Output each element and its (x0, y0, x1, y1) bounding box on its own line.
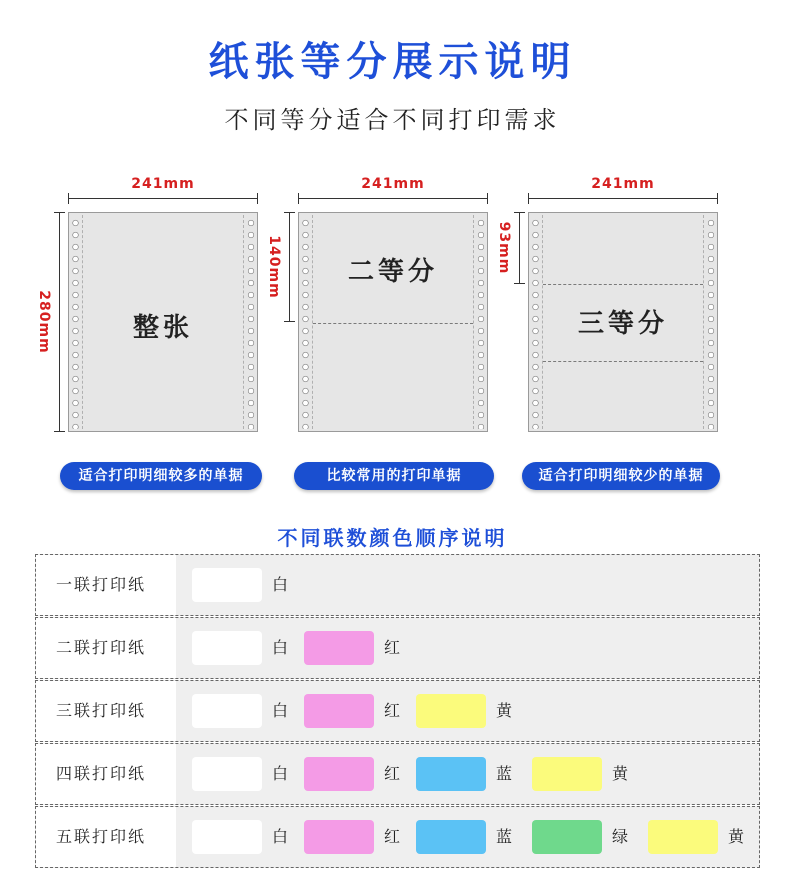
color-row (35, 617, 760, 679)
color-swatch (304, 694, 374, 728)
color-section-title: 不同联数颜色顺序说明 (277, 526, 508, 550)
color-label: 绿 (612, 827, 629, 846)
color-label: 白 (272, 827, 289, 846)
paper-half-width-dimension (298, 176, 488, 206)
paper-third-width-dimension (528, 176, 718, 206)
color-label: 红 (384, 701, 401, 720)
paper-third-sheet (528, 212, 718, 432)
color-row (35, 806, 760, 868)
tear-line (313, 323, 473, 324)
color-swatch (304, 757, 374, 791)
color-label: 黄 (496, 701, 513, 720)
paper-half-sheet (298, 212, 488, 432)
color-swatch (192, 568, 262, 602)
paper-full-sheet (68, 212, 258, 432)
color-label: 红 (384, 638, 401, 657)
width-label: 241mm (131, 176, 195, 192)
tear-line (543, 284, 703, 285)
color-swatch (532, 820, 602, 854)
page-title: 纸张等分展示说明 (208, 39, 577, 85)
paper-third-height-dimension (498, 212, 522, 284)
dimension-line (528, 198, 718, 199)
color-swatch (416, 694, 486, 728)
perforation-strip (473, 215, 487, 429)
width-label: 241mm (361, 176, 425, 192)
usage-caption-badge: 比较常用的打印单据 (294, 462, 494, 490)
height-label: 140mm (266, 235, 282, 299)
paper-label: 整张 (132, 313, 193, 343)
color-swatch (192, 631, 262, 665)
paper-full-height-dimension (38, 212, 62, 432)
color-label: 白 (272, 701, 289, 720)
color-swatch (532, 757, 602, 791)
row-paper-type: 五联打印纸 (36, 807, 176, 867)
color-swatch (416, 757, 486, 791)
color-label: 黄 (728, 827, 745, 846)
color-label: 白 (272, 638, 289, 657)
page-subtitle: 不同等分适合不同打印需求 (224, 106, 561, 134)
color-swatch (192, 820, 262, 854)
color-swatch (304, 631, 374, 665)
height-label: 93mm (496, 221, 512, 275)
color-label: 白 (272, 764, 289, 783)
paper-label: 三等分 (577, 309, 668, 339)
color-label: 红 (384, 764, 401, 783)
color-label: 蓝 (496, 764, 513, 783)
row-paper-type: 二联打印纸 (36, 618, 176, 678)
color-swatch (304, 820, 374, 854)
perforation-strip (299, 215, 313, 429)
dimension-line (68, 198, 258, 199)
tear-line (543, 361, 703, 362)
dimension-line (59, 212, 60, 432)
usage-caption-badge: 适合打印明细较少的单据 (522, 462, 720, 490)
dimension-line (289, 212, 290, 322)
color-row (35, 680, 760, 742)
row-paper-type: 一联打印纸 (36, 555, 176, 615)
paper-label: 二等分 (347, 257, 438, 287)
color-row (35, 743, 760, 805)
color-label: 红 (384, 827, 401, 846)
color-label: 黄 (612, 764, 629, 783)
width-label: 241mm (591, 176, 655, 192)
color-swatch (416, 820, 486, 854)
height-label: 280mm (36, 290, 52, 354)
dimension-line (298, 198, 488, 199)
paper-full-width-dimension (68, 176, 258, 206)
color-label: 白 (272, 575, 289, 594)
row-paper-type: 三联打印纸 (36, 681, 176, 741)
color-row (35, 554, 760, 616)
color-label: 蓝 (496, 827, 513, 846)
dimension-line (519, 212, 520, 284)
row-paper-type: 四联打印纸 (36, 744, 176, 804)
paper-half-height-dimension (268, 212, 292, 322)
usage-caption-badge: 适合打印明细较多的单据 (60, 462, 262, 490)
color-swatch (648, 820, 718, 854)
color-swatch (192, 757, 262, 791)
color-swatch (192, 694, 262, 728)
